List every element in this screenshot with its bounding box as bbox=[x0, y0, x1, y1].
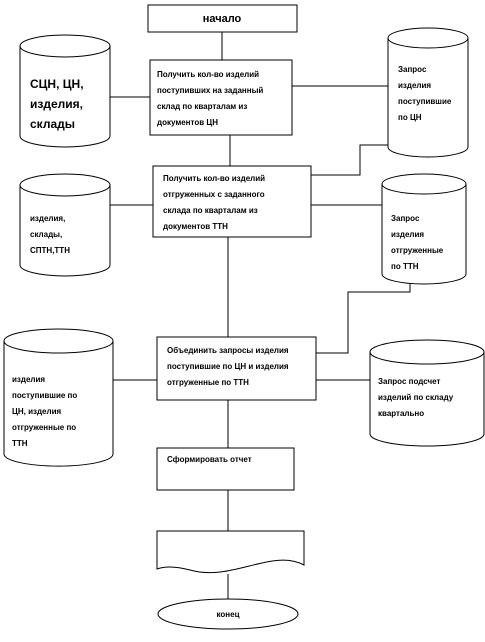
query-3-text: Запрос подсчет изделий по складу квартально bbox=[378, 377, 454, 418]
database-cylinder-1 bbox=[20, 35, 110, 147]
start-label: начало bbox=[202, 13, 242, 25]
process-step-2 bbox=[153, 166, 311, 237]
process-step-1 bbox=[150, 60, 292, 135]
end-label: конец bbox=[216, 610, 240, 619]
database-3-text: изделия поступившие по ЦН, изделия отгруженные по ТТН bbox=[12, 375, 78, 448]
process-step-4 bbox=[157, 448, 294, 490]
query-cylinder-2 bbox=[382, 174, 466, 284]
database-cylinder-2 bbox=[20, 174, 110, 276]
process-step-1-text: Получить кол-во изделий поступивших на заданный склад по кварталам из документов ЦН bbox=[157, 70, 264, 127]
process-step-3 bbox=[157, 337, 316, 400]
database-2-text: изделия, склады, СПТН,ТТН bbox=[30, 214, 70, 255]
process-step-2-text: Получить кол-во изделий отгруженных с заданного склада по кварталам из документов ТТН bbox=[163, 174, 266, 231]
process-step-4-text: Сформировать отчет bbox=[167, 455, 252, 464]
query-2-text: Запрос изделия отгруженные по ТТН bbox=[391, 214, 444, 271]
query-1-text: Запрос изделия поступившие по ЦН bbox=[398, 65, 452, 122]
database-1-text: СЦН, ЦН, изделия, склады bbox=[30, 77, 84, 131]
start-block bbox=[148, 5, 297, 32]
query-cylinder-3 bbox=[370, 340, 484, 446]
end-block bbox=[158, 599, 298, 629]
query-cylinder-1 bbox=[388, 28, 468, 157]
process-step-3-text: Объединить запросы изделия поступившие по ЦН и изделия отгруженные по ТТН bbox=[167, 346, 289, 387]
database-cylinder-3 bbox=[4, 329, 113, 466]
